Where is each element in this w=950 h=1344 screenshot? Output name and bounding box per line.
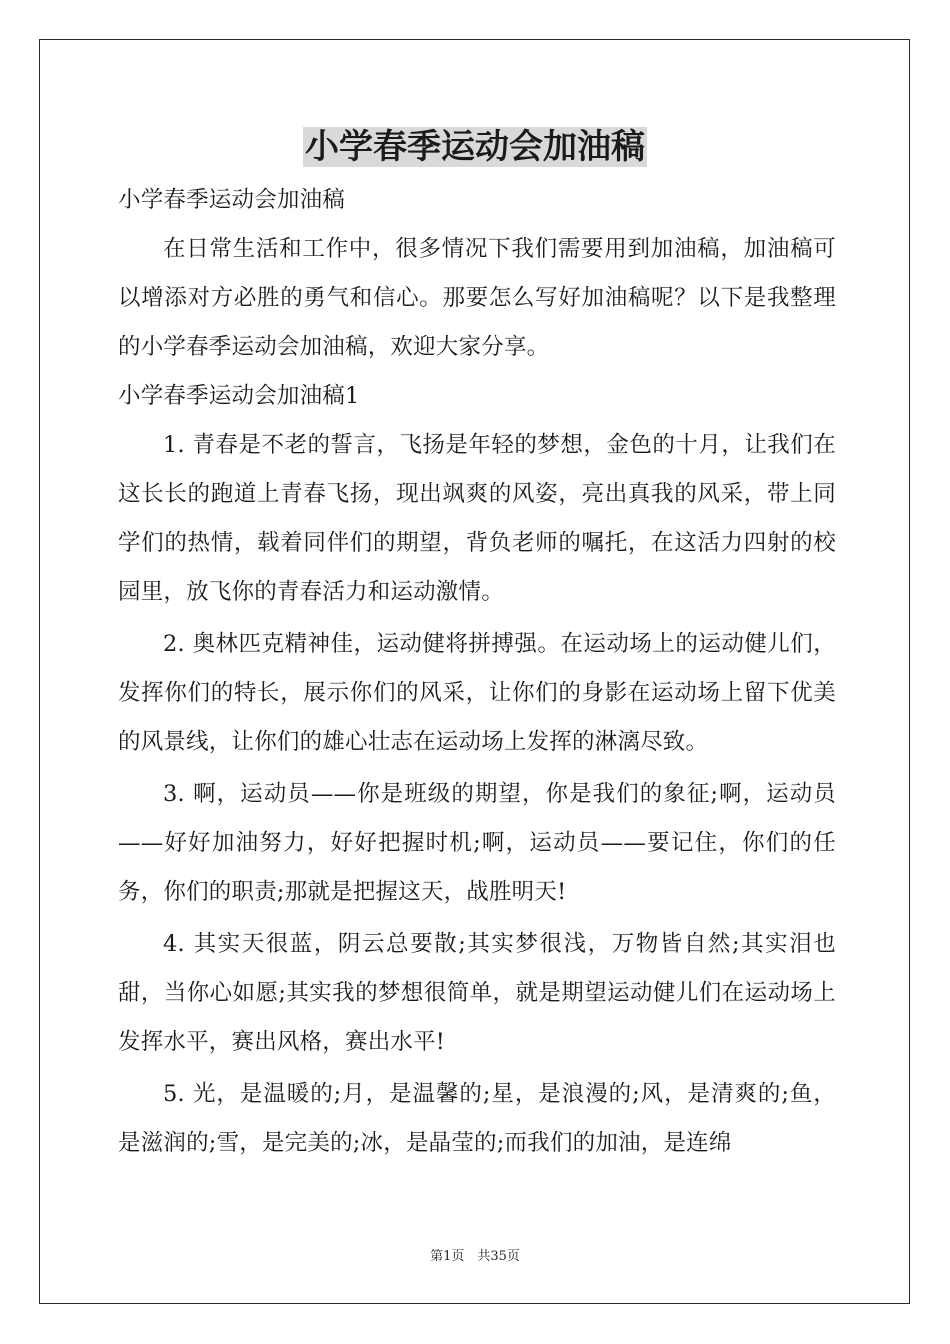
paragraph-2: 2. 奥林匹克精神佳，运动健将拼搏强。在运动场上的运动健儿们，发挥你们的特长，展示你们的风采，让你们的身影在运动场上留下优美的风景线，让你们的雄心壮志在运动场上发挥的淋漓尽致。	[118, 631, 836, 755]
paragraph-1: 1. 青春是不老的誓言，飞扬是年轻的梦想，金色的十月，让我们在这长长的跑道上青春飞扬，现出飒爽的风姿，亮出真我的风采，带上同学们的热情，载着同伴们的期望，背负老师的嘱托，在这活力四射的校园里，放飞你的青春活力和运动激情。	[118, 432, 836, 605]
page-footer	[0, 1248, 950, 1266]
document-title	[0, 124, 950, 170]
document-title-text: 小学春季运动会加油稿	[305, 127, 645, 167]
paragraph-4: 4. 其实天很蓝，阴云总要散;其实梦很浅，万物皆自然;其实泪也甜，当你心如愿;其实我的梦想很简单，就是期望运动健儿们在运动场上发挥水平，赛出风格，赛出水平!	[118, 931, 836, 1055]
section-heading: 小学春季运动会加油稿1	[118, 383, 360, 409]
document-subtitle: 小学春季运动会加油稿	[118, 187, 346, 213]
page-number-label: 第1页 共35页	[430, 1249, 520, 1264]
paragraph-5: 5. 光，是温暖的;月，是温馨的;星，是浪漫的;风，是清爽的;鱼，是滋润的;雪，是完美的;冰，是晶莹的;而我们的加油，是连绵	[118, 1081, 836, 1156]
intro-paragraph: 在日常生活和工作中，很多情况下我们需要用到加油稿，加油稿可以增添对方必胜的勇气和信心。那要怎么写好加油稿呢？以下是我整理的小学春季运动会加油稿，欢迎大家分享。	[118, 236, 836, 360]
paragraph-3: 3. 啊，运动员——你是班级的期望，你是我们的象征;啊，运动员——好好加油努力，好好把握时机;啊，运动员——要记住，你们的任务，你们的职责;那就是把握这天，战胜明天!	[118, 781, 836, 905]
document-body	[118, 176, 836, 1168]
